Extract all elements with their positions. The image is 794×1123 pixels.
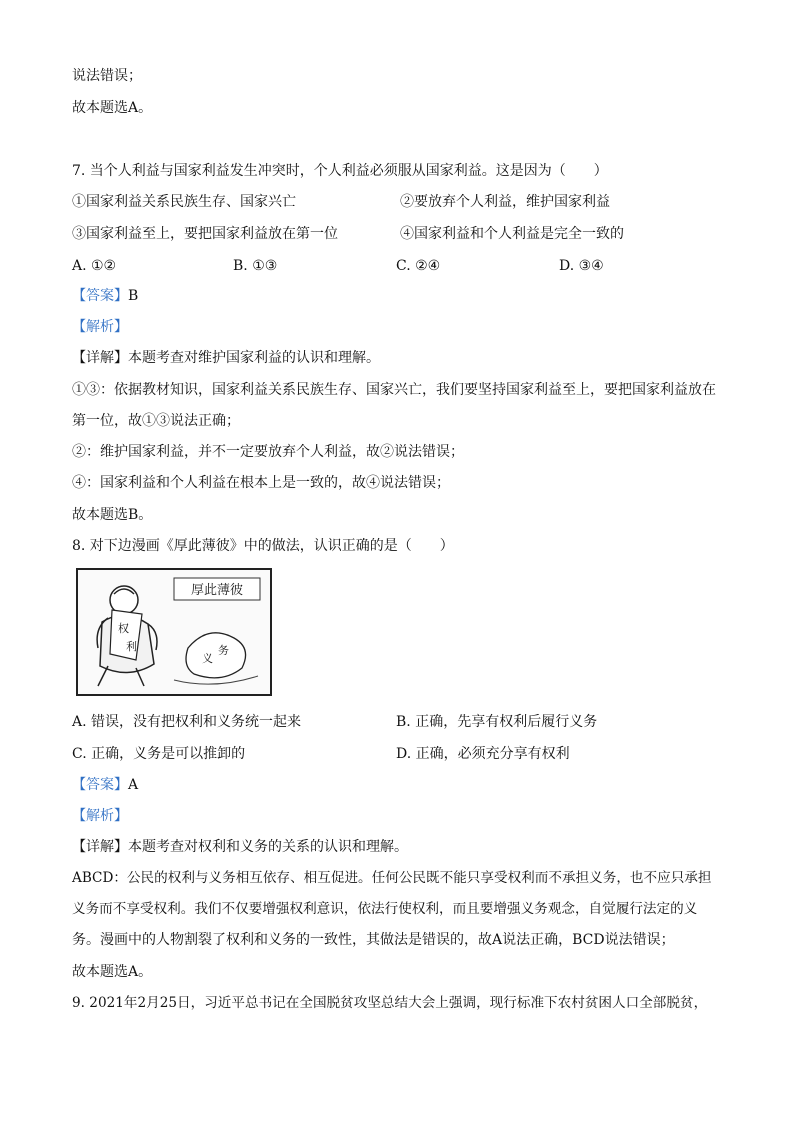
q7-conclusion: 故本题选B。 bbox=[72, 507, 153, 523]
comic-drawing bbox=[78, 570, 270, 694]
q7-analysis-line: 第一位，故①③说法正确； bbox=[72, 413, 240, 429]
q8-analysis-line: 务。漫画中的人物割裂了权利和义务的一致性，其做法是错误的，故A说法正确，BCD说法错误； bbox=[72, 932, 675, 948]
q8-analysis-tag: 【解析】 bbox=[72, 808, 128, 824]
answer-tag: 【答案】 bbox=[72, 288, 128, 304]
q7-analysis-line: ④：国家利益和个人利益在根本上是一致的，故④说法错误； bbox=[72, 475, 450, 491]
answer-value: B bbox=[128, 288, 139, 304]
q8-analysis-line: 义务而不享受权利。我们不仅要增强权利意识，依法行使权利，而且要增强义务观念，自觉履行法定的义 bbox=[72, 901, 698, 917]
q8-answer bbox=[72, 775, 138, 795]
q8-detail bbox=[72, 837, 408, 857]
q8-conclusion: 故本题选A。 bbox=[72, 964, 153, 980]
q7-analysis-line: ①③：依据教材知识，国家利益关系民族生存、国家兴亡，我们要坚持国家利益至上，要把国家利益放在 bbox=[72, 382, 716, 398]
answer-tag: 【答案】 bbox=[72, 777, 128, 793]
svg-text:义: 义 bbox=[202, 652, 213, 665]
detail-tag: 【详解】 bbox=[72, 839, 128, 855]
q7-option-a: A. ①② bbox=[72, 258, 117, 274]
comic-duties-scroll bbox=[186, 633, 246, 678]
q8-option-a: A. 错误，没有把权利和义务统一起来 bbox=[72, 714, 302, 730]
comic-image bbox=[76, 568, 272, 696]
q8-option-d: D. 正确，必须充分享有权利 bbox=[396, 746, 570, 762]
q7-analysis-tag: 【解析】 bbox=[72, 319, 128, 335]
q7-item-2: ②要放弃个人利益，维护国家利益 bbox=[400, 194, 610, 210]
q9-stem: 9. 2021年2月25日，习近平总书记在全国脱贫攻坚总结大会上强调，现行标准下农村贫困人口全部脱贫， bbox=[72, 995, 708, 1011]
comic-title: 厚此薄彼 bbox=[190, 583, 244, 598]
q8-option-c: C. 正确，义务是可以推卸的 bbox=[72, 746, 246, 762]
q7-option-c: C. ②④ bbox=[396, 258, 441, 274]
svg-text:务: 务 bbox=[218, 644, 229, 657]
detail-text: 本题考查对权利和义务的关系的认识和理解。 bbox=[128, 839, 408, 855]
q7-stem: 7. 当个人利益与国家利益发生冲突时，个人利益必须服从国家利益。这是因为（ ） bbox=[72, 163, 608, 179]
svg-text:权: 权 bbox=[118, 622, 129, 635]
q8-analysis-line: ABCD：公民的权利与义务相互依存、相互促进。任何公民既不能只享受权利而不承担义务，也不应只承担 bbox=[72, 870, 712, 886]
q8-stem: 8. 对下边漫画《厚此薄彼》中的做法，认识正确的是（ ） bbox=[72, 538, 454, 554]
detail-text: 本题考查对维护国家利益的认识和理解。 bbox=[128, 350, 380, 366]
q7-detail bbox=[72, 348, 380, 368]
q7-item-1: ①国家利益关系民族生存、国家兴亡 bbox=[72, 194, 296, 210]
prev-text-line: 说法错误； bbox=[72, 68, 142, 84]
detail-tag: 【详解】 bbox=[72, 350, 128, 366]
svg-text:利: 利 bbox=[126, 640, 137, 653]
q7-item-3: ③国家利益至上，要把国家利益放在第一位 bbox=[72, 226, 338, 242]
q8-option-b: B. 正确，先享有权利后履行义务 bbox=[396, 714, 598, 730]
answer-value: A bbox=[128, 777, 139, 793]
q7-answer bbox=[72, 286, 138, 306]
q7-option-b: B. ①③ bbox=[233, 258, 278, 274]
q7-item-4: ④国家利益和个人利益是完全一致的 bbox=[400, 226, 624, 242]
q7-option-d: D. ③④ bbox=[559, 258, 604, 274]
q7-analysis-line: ②：维护国家利益，并不一定要放弃个人利益，故②说法错误； bbox=[72, 444, 464, 460]
prev-conclusion: 故本题选A。 bbox=[72, 100, 153, 116]
